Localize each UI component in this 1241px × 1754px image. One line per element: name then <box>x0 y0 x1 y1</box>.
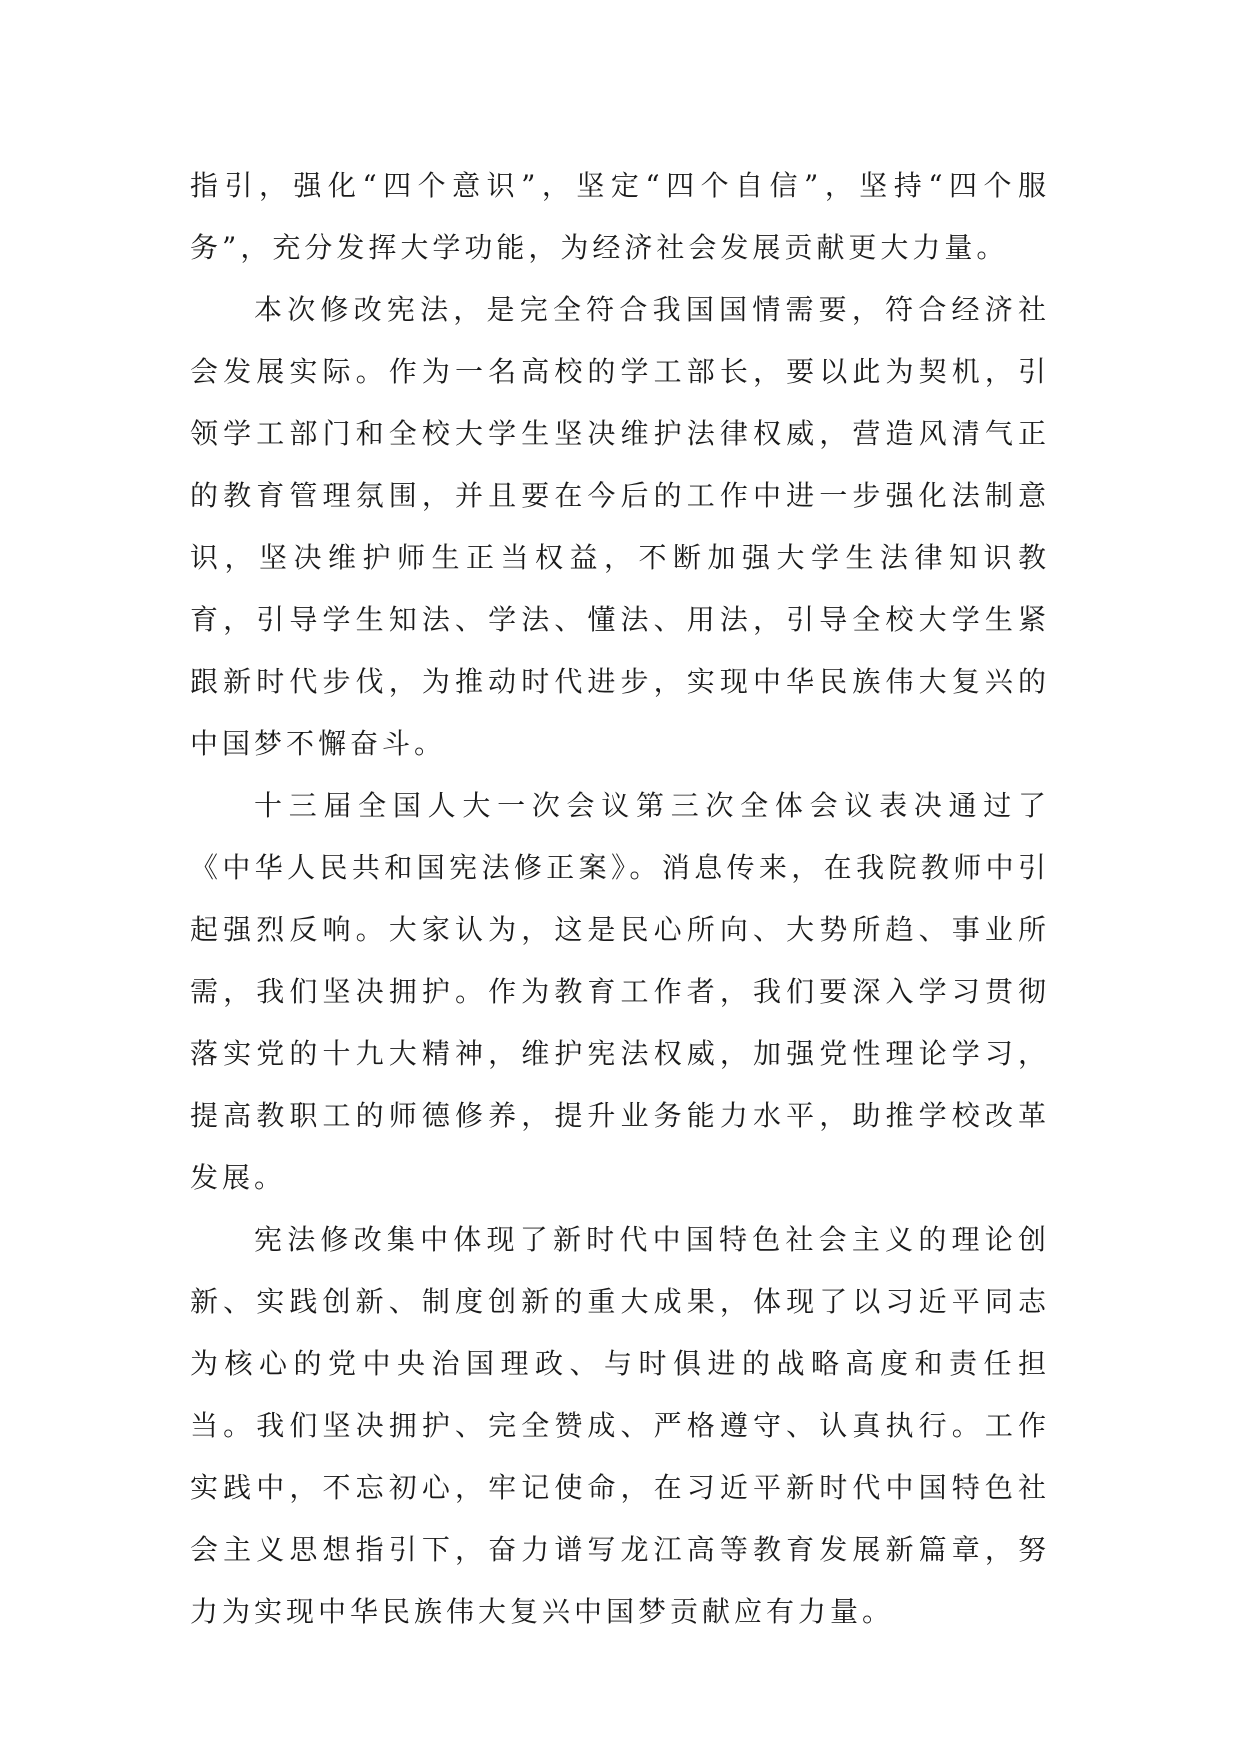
paragraph-3: 十三届全国人大一次会议第三次全体会议表决通过了《中华人民共和国宪法修正案》。消息传来，在我院教师中引起强烈反响。大家认为，这是民心所向、大势所趋、事业所需，我们坚决拥护。作为教育工作者，我们要深入学习贯彻落实党的十九大精神，维护宪法权威，加强党性理论学习，提高教职工的师德修养，提升业务能力水平，助推学校改革发展。 <box>190 789 1050 1194</box>
paragraph-1: 指引，强化“四个意识”，坚定“四个自信”，坚持“四个服务”，充分发挥大学功能，为经济社会发展贡献更大力量。 <box>190 169 1050 264</box>
paragraph-4: 宪法修改集中体现了新时代中国特色社会主义的理论创新、实践创新、制度创新的重大成果，体现了以习近平同志为核心的党中央治国理政、与时俱进的战略高度和责任担当。我们坚决拥护、完全赞成、严格遵守、认真执行。工作实践中，不忘初心，牢记使命，在习近平新时代中国特色社会主义思想指引下，奋力谱写龙江高等教育发展新篇章，努力为实现中华民族伟大复兴中国梦贡献应有力量。 <box>190 1223 1050 1628</box>
document-body <box>190 155 1050 1643</box>
paragraph-2: 本次修改宪法，是完全符合我国国情需要，符合经济社会发展实际。作为一名高校的学工部长，要以此为契机，引领学工部门和全校大学生坚决维护法律权威，营造风清气正的教育管理氛围，并且要在今后的工作中进一步强化法制意识，坚决维护师生正当权益，不断加强大学生法律知识教育，引导学生知法、学法、懂法、用法，引导全校大学生紧跟新时代步伐，为推动时代进步，实现中华民族伟大复兴的中国梦不懈奋斗。 <box>190 293 1050 760</box>
